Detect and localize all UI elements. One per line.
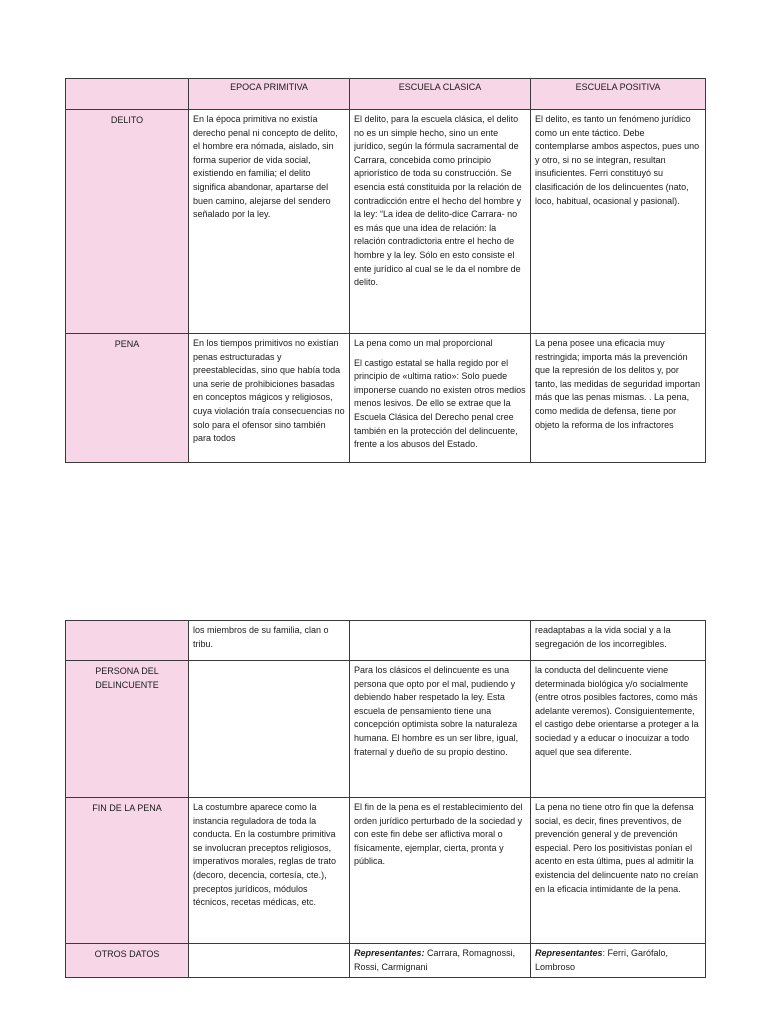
cell-persona-clasica: Para los clásicos el delincuente es una persona que opto por el mal, pudiendo y debiendo haber respetado la ley. Esta escuela de pensamiento tiene una concepción optimista sobre la naturaleza humana. El hombre es un ser libre, igual, fraternal y dueño de su propio destino.	[350, 661, 531, 798]
table-row-continuation	[66, 621, 706, 661]
table-row-delito	[66, 110, 706, 334]
cell-pena-clasica	[350, 334, 531, 463]
cell-fin-positiva: La pena no tiene otro fin que la defensa social, es decir, fines preventivos, de prevención general y de prevención especial. Pero los positivistas ponían el acento en esta última, pues al admitir la existencia del delincuente nato no creían en la eficacia intimidante de la pena.	[531, 798, 706, 944]
table-row-persona-delincuente	[66, 661, 706, 798]
header-escuela-positiva: ESCUELA POSITIVA	[531, 79, 706, 110]
cell-otros-clasica	[350, 944, 531, 978]
cell-pena-primitiva: En los tiempos primitivos no existían penas estructuradas y preestablecidas, sino que había toda una serie de prohibiciones basadas en conceptos mágicos y religiosos, cuya violación traía consecuencias no solo para el ofensor sino también para todos	[189, 334, 350, 463]
header-row	[66, 79, 706, 110]
table-row-fin-de-la-pena	[66, 798, 706, 944]
representantes-label: Representantes:	[354, 948, 425, 958]
cell-delito-clasica: El delito, para la escuela clásica, el delito no es un simple hecho, sino un ente jurídico, según la fórmula sacramental de Carrara, concebida como principio apriorístico de toda su construcción. Se esencia está constituida por la relación de contradicción entre el hecho del hombre y la ley: “La idea de delito-dice Carrara- no es más que una idea de relación: la relación contradictoria entre el hecho de hombre y la ley. Sólo en esto consiste el ente jurídico al cual se le da el nombre de delito.	[350, 110, 531, 334]
cell-cont-primitiva: los miembros de su familia, clan o tribu.	[189, 621, 350, 661]
cell-otros-primitiva	[189, 944, 350, 978]
row-label-continuation	[66, 621, 189, 661]
representantes-clasica: Carrara, Romagnossi, Rossi, Carmignani	[354, 948, 516, 972]
row-label-pena: PENA	[66, 334, 189, 463]
row-label-otros-datos: OTROS DATOS	[66, 944, 189, 978]
header-escuela-clasica: ESCUELA CLASICA	[350, 79, 531, 110]
cell-cont-positiva: readaptabas a la vida social y a la segregación de los incorregibles.	[531, 621, 706, 661]
pena-clasica-paragraph-1: La pena como un mal proporcional	[354, 338, 493, 348]
table-row-pena	[66, 334, 706, 463]
cell-delito-primitiva: En la época primitiva no existía derecho penal ni concepto de delito, el hombre era nómada, aislado, sin forma superior de vida social, existiendo en familia; el delito significa abandonar, apartarse del buen camino, alejarse del sendero señalado por la ley.	[189, 110, 350, 334]
corner-cell	[66, 79, 189, 110]
cell-cont-clasica	[350, 621, 531, 661]
row-label-delito: DELITO	[66, 110, 189, 334]
comparison-table-top	[65, 78, 706, 463]
cell-persona-primitiva	[189, 661, 350, 798]
cell-pena-positiva: La pena posee una eficacia muy restringida; importa más la prevención que la represión de los delitos y, por tanto, las medidas de seguridad importan más que las penas mismas. . La pena, como medida de defensa, tiene por objeto la reforma de los infractores	[531, 334, 706, 463]
representantes-positiva: : Ferri, Garófalo, Lombroso	[535, 948, 669, 972]
cell-persona-positiva: la conducta del delincuente viene determinada biológica y/o socialmente (entre otros posibles factores, como más adelante veremos). Consiguientemente, el castigo debe orientarse a proteger a la sociedad y a educar o inocuizar a todo aquel que sea diferente.	[531, 661, 706, 798]
table-row-otros-datos	[66, 944, 706, 978]
representantes-label: Representantes	[535, 948, 603, 958]
header-epoca-primitiva: EPOCA PRIMITIVA	[189, 79, 350, 110]
pena-clasica-paragraph-2: El castigo estatal se halla regido por el principio de «ultima ratio»: Solo puede imponerse cuando no existen otros medios menos lesivos. De ello se extrae que la Escuela Clásica del Derecho penal cree también en la protección del delincuente, frente a los abusos del Estado.	[354, 357, 526, 450]
cell-fin-primitiva: La costumbre aparece como la instancia reguladora de toda la conducta. En la costumbre primitiva se involucran preceptos religiosos, imperativos morales, reglas de trato (decoro, decencia, cortesía, cte.), preceptos jurídicos, módulos técnicos, recetas médicas, etc.	[189, 798, 350, 944]
cell-delito-positiva: El delito, es tanto un fenómeno jurídico como un ente táctico. Debe contemplarse ambos aspectos, pues uno y otro, si no se integran, resultan insuficientes. Ferri constituyó su clasificación de los delincuentes (nato, loco, habitual, ocasional y pasional).	[531, 110, 706, 334]
cell-fin-clasica: El fin de la pena es el restablecimiento del orden jurídico perturbado de la sociedad y con este fin debe ser aflictiva moral o físicamente, ejemplar, cierta, pronta y pública.	[350, 798, 531, 944]
cell-otros-positiva	[531, 944, 706, 978]
row-label-persona-delincuente: PERSONA DEL DELINCUENTE	[66, 661, 189, 798]
comparison-table-bottom	[65, 620, 706, 978]
row-label-fin-de-la-pena: FIN DE LA PENA	[66, 798, 189, 944]
